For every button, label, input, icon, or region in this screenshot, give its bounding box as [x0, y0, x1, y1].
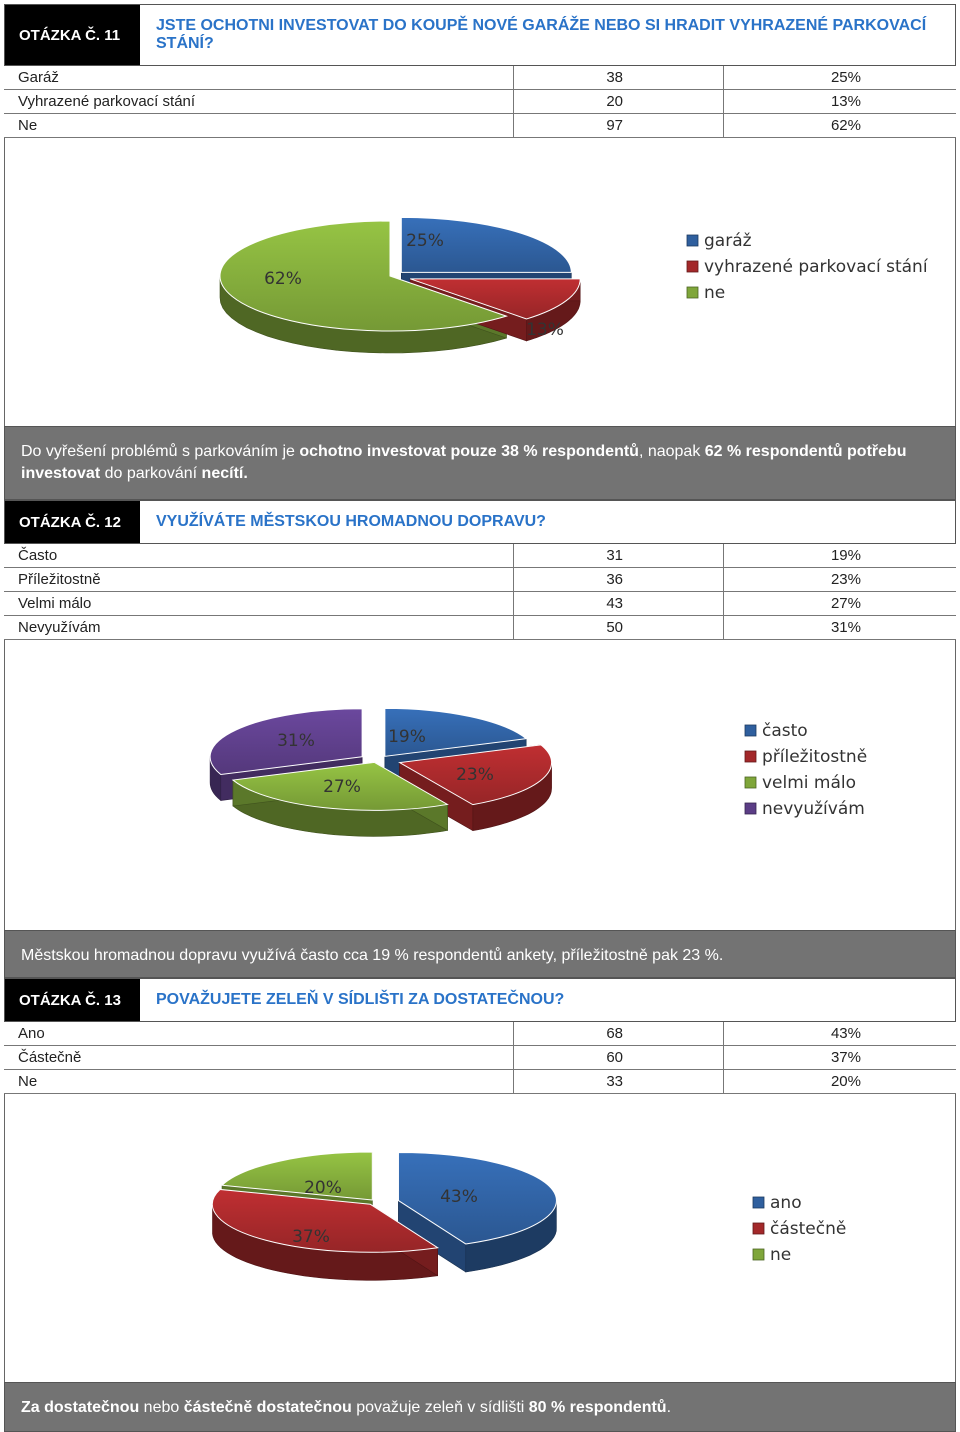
legend-item: [753, 1193, 802, 1213]
legend-label: často: [762, 721, 808, 741]
survey-page: [4, 4, 956, 1432]
legend-label: vyhrazené parkovací stání: [704, 257, 928, 277]
pie-chart: [5, 640, 955, 930]
legend-item: [745, 799, 865, 819]
question-number: OTÁZKA Č. 12: [5, 501, 140, 543]
table-row: Často 31 19%: [4, 544, 956, 568]
table-row: Částečně 60 37%: [4, 1046, 956, 1070]
legend-swatch: [753, 1197, 764, 1208]
legend-item: [687, 231, 752, 251]
table-row: Ne 97 62%: [4, 114, 956, 138]
legend-label: garáž: [704, 231, 752, 251]
table-row: Ano 68 43%: [4, 1022, 956, 1046]
data-label: 13%: [526, 320, 564, 340]
question-11-table: [4, 66, 956, 138]
question-13-header: [4, 978, 956, 1022]
pie-chart: [5, 1094, 955, 1382]
data-label: 23%: [456, 765, 494, 785]
table-row: Ne 33 20%: [4, 1070, 956, 1094]
table-row: Nevyužívám 50 31%: [4, 616, 956, 640]
data-label: 37%: [292, 1227, 330, 1247]
legend-label: příležitostně: [762, 747, 868, 767]
legend-swatch: [753, 1249, 764, 1260]
legend-label: velmi málo: [762, 773, 857, 793]
question-title: JSTE OCHOTNI INVESTOVAT DO KOUPĚ NOVÉ GARÁŽE NEBO SI HRADIT VYHRAZENÉ PARKOVACÍ STÁNÍ?: [156, 17, 927, 52]
legend-swatch: [687, 261, 698, 272]
data-label: 27%: [323, 777, 361, 797]
question-title: VYUŽÍVÁTE MĚSTSKOU HROMADNOU DOPRAVU?: [156, 513, 546, 530]
question-title: POVAŽUJETE ZELEŇ V SÍDLIŠTI ZA DOSTATEČNOU?: [156, 991, 565, 1008]
legend-swatch: [745, 777, 756, 788]
legend-item: [753, 1245, 791, 1265]
question-number: OTÁZKA Č. 13: [5, 979, 140, 1021]
legend-swatch: [753, 1223, 764, 1234]
question-12-chart: [4, 640, 956, 930]
legend-item: [745, 721, 808, 741]
question-12-header: [4, 500, 956, 544]
question-number: OTÁZKA Č. 11: [5, 5, 140, 65]
table-row: Velmi málo 43 27%: [4, 592, 956, 616]
question-12-table: [4, 544, 956, 640]
data-label: 31%: [277, 731, 315, 751]
table-row: Vyhrazené parkovací stání 20 13%: [4, 90, 956, 114]
data-label: 20%: [304, 1178, 342, 1198]
table-row: Příležitostně 36 23%: [4, 568, 956, 592]
data-label: 62%: [264, 269, 302, 289]
data-label: 19%: [388, 727, 426, 747]
question-13-note: Za dostatečnou nebo částečně dostatečnou považuje zeleň v sídlišti 80 % respondentů.: [4, 1382, 956, 1432]
data-label: 43%: [440, 1187, 478, 1207]
legend-item: [687, 257, 929, 277]
question-13-chart: [4, 1094, 956, 1382]
question-11-header: [4, 4, 956, 66]
legend-swatch: [687, 235, 698, 246]
legend-label: nevyužívám: [762, 799, 865, 819]
legend-label: částečně: [770, 1219, 847, 1239]
legend-swatch: [745, 803, 756, 814]
question-12-note: Městskou hromadnou dopravu využívá často cca 19 % respondentů ankety, příležitostně pak 23 %.: [4, 930, 956, 978]
table-row: Garáž 38 25%: [4, 66, 956, 90]
question-11-note: Do vyřešení problémů s parkováním je ochotno investovat pouze 38 % respondentů, naopak 62 % respondentů potřebu investovat do parkování necítí.: [4, 426, 956, 500]
legend-item: [687, 283, 725, 303]
legend-label: ne: [704, 283, 726, 303]
pie-chart: [5, 138, 955, 426]
legend-swatch: [687, 287, 698, 298]
legend-swatch: [745, 725, 756, 736]
legend-item: [753, 1219, 846, 1239]
legend-label: ne: [770, 1245, 792, 1265]
legend-item: [745, 747, 867, 767]
data-label: 25%: [406, 231, 444, 251]
legend-label: ano: [770, 1193, 802, 1213]
legend-item: [745, 773, 856, 793]
legend-swatch: [745, 751, 756, 762]
question-11-chart: [4, 138, 956, 426]
question-13-table: [4, 1022, 956, 1094]
